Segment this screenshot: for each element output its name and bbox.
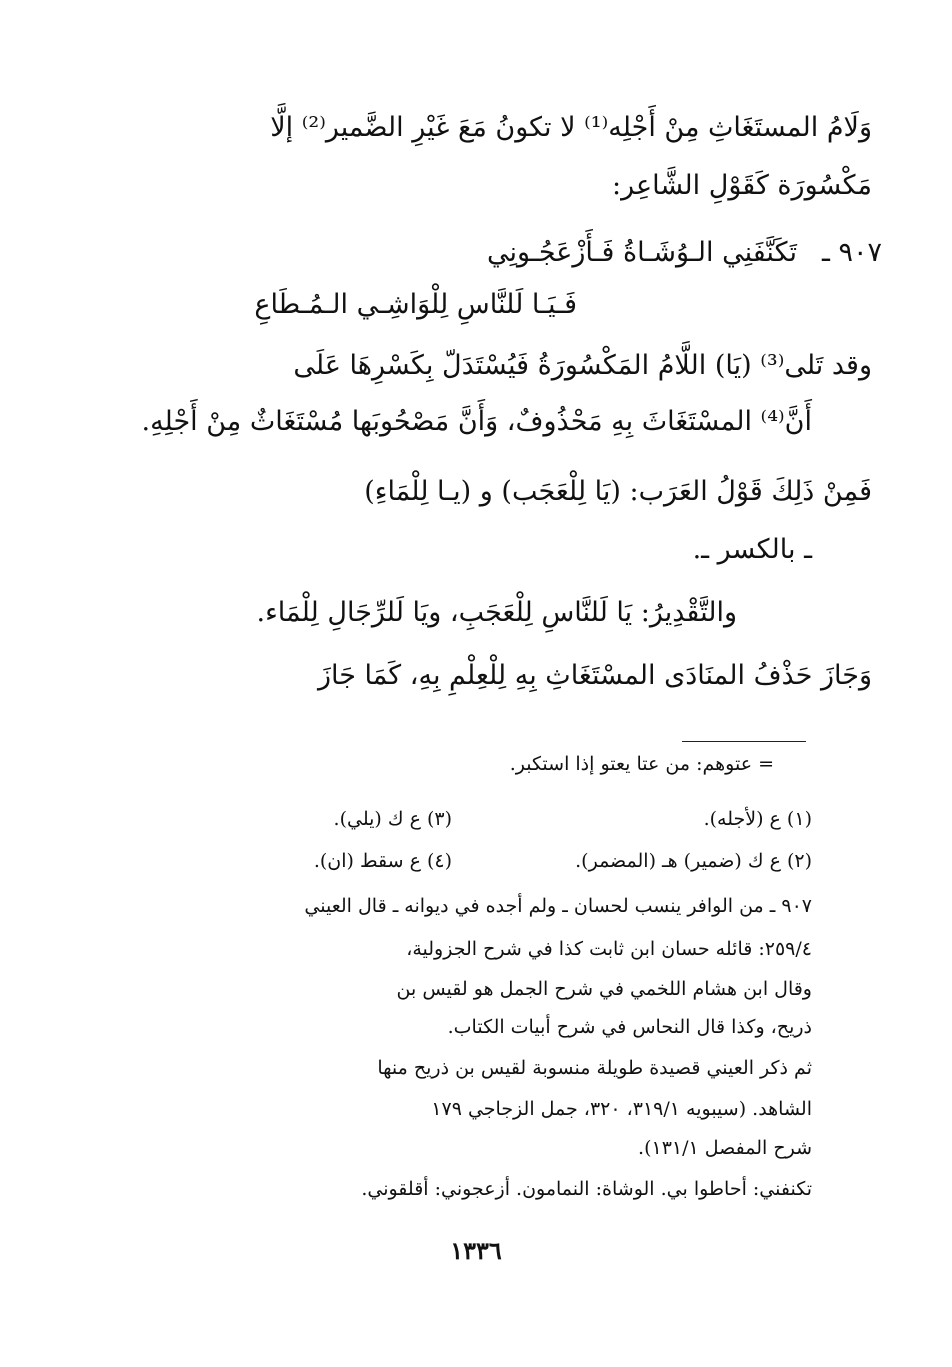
footnote-3: (٣) ع ك (يلي). — [333, 808, 452, 830]
verse-second-hemistich: فَـيَـا لَلنَّاسِ لِلْوَاشِـي الـمُـطَاعِ — [254, 289, 577, 320]
verse-footnote-line-4: ذريح، وكذا قال النحاس في شرح أبيات الكتاب. — [447, 1016, 812, 1038]
verse-footnote-line-8: تكنفني: أحاطوا بي. الوشاة: النمامون. أزعجوني: أقلقوني. — [361, 1178, 812, 1200]
verse-first-hemistich: تَكَنَّفَنِي الـوُشَـاةُ فَـأَزْعَجُـونِي — [486, 237, 797, 268]
footnote-2: (٢) ع ك (ضمير) هـ (المضمر). — [575, 850, 812, 872]
verse-footnote-line-3: وقال ابن هشام اللخمي في شرح الجمل هو لقيس بن — [396, 978, 812, 1000]
text-line-8: وَجَازَ حَذْفُ المنَادَى المسْتَغَاثِ بِهِ لِلْعِلْمِ بِهِ، كَمَا جَازَ — [317, 660, 872, 691]
verse-number: ٩٠٧ ـ — [821, 237, 882, 268]
footnote-carry-over: = عتوهم: من عتا يعتو إذا استكبر. — [509, 753, 774, 775]
text-line-3: وقد تَلى⁽³⁾ (يَا) اللَّامُ المَكْسُورَةُ فَيُسْتَدَلّ بِكَسْرِهَا عَلَى — [293, 350, 872, 381]
verse-footnote-line-1: ٩٠٧ ـ من الوافر ينسب لحسان ـ ولم أجده في ديوانه ـ قال العيني — [304, 895, 812, 917]
text-line-2: مَكْسُورَة كَقَوْلِ الشَّاعِر: — [612, 170, 872, 201]
verse-footnote-line-2: ٢٥٩/٤: قائله حسان ابن ثابت كذا في شرح الجزولية، — [406, 938, 812, 960]
footnote-4: (٤) ع سقط (ان). — [313, 850, 452, 872]
text-line-5: فَمِنْ ذَلِكَ قَوْلُ العَرَب: (يَا لِلْعَجَب) و (يـا لِلْمَاءِ) — [364, 476, 872, 507]
text-line-6: ـ بالكسر ـ. — [692, 534, 812, 565]
verse-footnote-line-7: شرح المفصل ١٣١/١). — [638, 1137, 812, 1159]
page-number: ١٣٣٦ — [450, 1236, 502, 1265]
text-line-7: والتَّقْدِيرُ: يَا لَلنَّاسِ لِلْعَجَبِ، ويَا لَلرِّجَالِ لِلْمَاء. — [256, 597, 737, 628]
text-line-4: أَنَّ⁽⁴⁾ المسْتَغَاثَ بِهِ مَحْذُوفٌ، وَأَنَّ مَصْحُوبَها مُسْتَغَاثٌ مِنْ أَجْلِهِ. — [141, 406, 812, 437]
verse-footnote-line-5: ثم ذكر العيني قصيدة طويلة منسوبة لقيس بن ذريح منها — [377, 1057, 812, 1079]
footnote-separator — [682, 741, 806, 742]
verse-footnote-line-6: الشاهد. (سيبويه ٣١٩/١، ٣٢٠، جمل الزجاجي ١٧٩ — [431, 1098, 812, 1120]
footnote-1: (١) ع (لأجله). — [703, 808, 812, 830]
text-line-1: وَلَامُ المستَغَاثِ مِنْ أَجْلِه⁽¹⁾ لا تكونُ مَعَ غَيْرِ الضَّمير⁽²⁾ إلَّا — [270, 112, 872, 143]
